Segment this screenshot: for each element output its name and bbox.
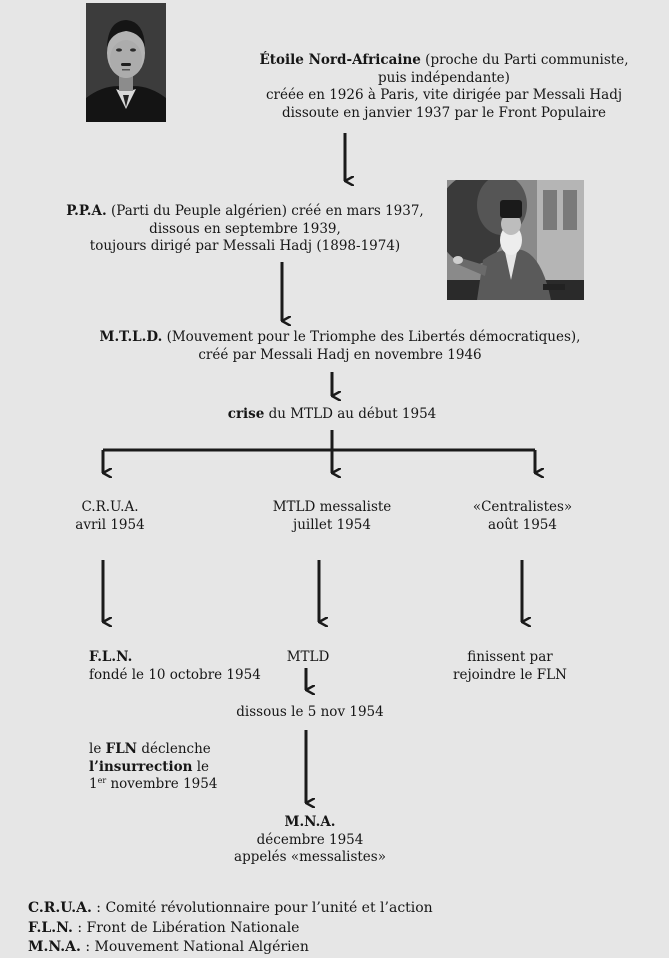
etoile-name: Étoile Nord-Africaine bbox=[259, 52, 421, 68]
legend-fln: F.L.N. : Front de Libération Nationale bbox=[28, 919, 300, 936]
legend bbox=[28, 899, 433, 958]
ppa-line3: toujours dirigé par Messali Hadj (1898-1974) bbox=[89, 238, 401, 254]
mna-called: appelés «messalistes» bbox=[234, 849, 386, 865]
centralistes-block bbox=[450, 499, 595, 534]
ppa-block bbox=[42, 203, 448, 256]
etoile-line4: dissoute en janvier 1937 par le Front Populaire bbox=[281, 104, 607, 121]
centralistes-date: août 1954 bbox=[488, 516, 557, 533]
insurrection-fln: FLN bbox=[105, 741, 138, 757]
mna-abbr: M.N.A. bbox=[284, 814, 336, 830]
etoile-block bbox=[226, 52, 662, 122]
crise-word: crise bbox=[227, 406, 265, 422]
etoile-line2: puis indépendante) bbox=[378, 69, 510, 86]
messaliste-block bbox=[252, 499, 412, 534]
fln-founded: fondé le 10 octobre 1954 bbox=[89, 666, 261, 683]
insurrection-word: l’insurrection bbox=[89, 758, 193, 775]
messaliste-date: juillet 1954 bbox=[293, 516, 371, 533]
ppa-line1: P.P.A. (Parti du Peuple algérien) créé en mars 1937, bbox=[66, 203, 424, 219]
crua-block bbox=[40, 499, 180, 534]
mna-block bbox=[210, 814, 410, 867]
mtld-abbr: M.T.L.D. bbox=[99, 329, 163, 345]
mtld-line2: créé par Messali Hadj en novembre 1946 bbox=[198, 346, 482, 363]
mtld2-label: MTLD bbox=[286, 649, 330, 665]
ppa-abbr: P.P.A. bbox=[66, 203, 107, 219]
crua-date: avril 1954 bbox=[75, 516, 145, 533]
ppa-line2: dissous en septembre 1939, bbox=[149, 220, 341, 237]
insurrection-line3: 1er novembre 1954 bbox=[89, 776, 218, 792]
finissent-block bbox=[420, 649, 600, 684]
legend-crua: C.R.U.A. : Comité révolutionnaire pour l’unité et l’action bbox=[28, 900, 433, 916]
legend-mna: M.N.A. : Mouvement National Algérien bbox=[28, 939, 309, 955]
etoile-line3: créée en 1926 à Paris, vite dirigée par Messali Hadj bbox=[265, 87, 623, 103]
fln-block bbox=[89, 649, 289, 684]
etoile-line1: Étoile Nord-Africaine (proche du Parti communiste, bbox=[259, 52, 629, 68]
centralistes-name: «Centralistes» bbox=[472, 499, 573, 515]
mtld-line1: M.T.L.D. (Mouvement pour le Triomphe des Libertés démocratiques), bbox=[99, 329, 581, 345]
insurrection-line2: l’insurrection le bbox=[89, 758, 210, 775]
mna-date: décembre 1954 bbox=[256, 831, 364, 848]
finissent-line2: rejoindre le FLN bbox=[453, 666, 567, 683]
dissous-label: dissous le 5 nov 1954 bbox=[236, 704, 384, 720]
insurrection-block bbox=[89, 741, 289, 794]
crua-name: C.R.U.A. bbox=[81, 499, 139, 515]
mtld-block bbox=[90, 329, 590, 364]
fln-abbr: F.L.N. bbox=[89, 649, 133, 665]
insurrection-line1: le FLN déclenche bbox=[89, 741, 211, 757]
crise-label: crise du MTLD au début 1954 bbox=[227, 406, 437, 422]
messaliste-name: MTLD messaliste bbox=[272, 499, 392, 515]
finissent-line1: finissent par bbox=[467, 649, 553, 665]
